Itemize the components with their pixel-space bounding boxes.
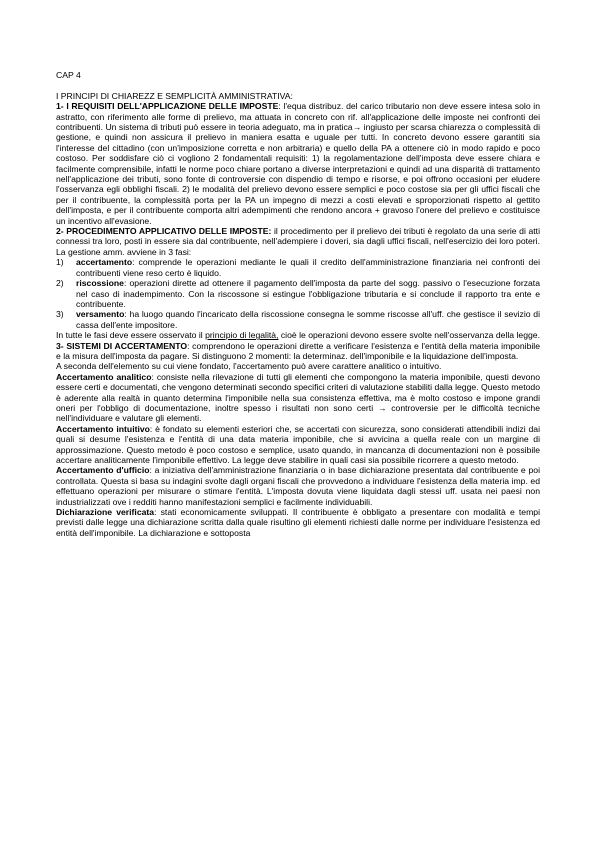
intuitive-paragraph <box>56 424 540 466</box>
section-1-paragraph <box>56 101 540 226</box>
verified-paragraph <box>56 507 540 538</box>
office-paragraph <box>56 465 540 507</box>
section-1-heading: 1- I REQUISITI DELL'APPLICAZIONE DELLE IMPOSTE <box>56 101 279 112</box>
closing-pre: In tutte le fasi deve essere osservato il <box>56 330 206 341</box>
list-item <box>56 257 540 278</box>
section-3-paragraph <box>56 341 540 362</box>
section-1-text: : l'equa distribuz. del carico tributario non deve essere intesa solo in astratto, con riferimento alle forme di prelievo, ma attuata in concreto con rif. all'applicazione delle imposte nei confronti dei contribuenti. Un sistema di tributi può essere in teoria adeguato, ma in pratica→ ingiusto per scarsa chiarezza o complessità di gestione, e quindi non assicura il prelievo in maniera esatta e uguale per tutti. In concreto devono essere garantiti sia l'interesse del cittadino (con un'imposizione corretta e non arbitraria) e quello della PA a ottenere ciò in modo rapido e poco costoso. Per soddisfare ciò ci vogliono 2 fondamentali requisiti: 1) la regolamentazione dell'imposta deve essere chiara e facilmente comprensibile, infatti le norme poco chiare portano a diverse interpretazioni e quindi ad una disparità di trattamento nell'applicazione dei tributi, sono fonte di controversie con dispendio di tempo e risorse, e poi offrono occasioni per eludere l'osservanza egli obblighi fiscali. 2) le modalità del prelievo devono essere semplici e poco costose sia per gli uffici fiscali che per il contribuente, la complessità porta per la PA un impegno di mezzi a costi elevati e sproporzionati rispetto al gettito dell'imposta, e per il contribuente comporta altri adempimenti che rendono ancora + gravoso l'onere del prelievo e costituisce un incentivo all'evasione. <box>56 101 541 226</box>
document-body <box>56 70 540 538</box>
list-item <box>56 309 540 330</box>
document-title: I PRINCIPI DI CHIAREZZ E SEMPLICITÀ AMMINISTRATIVA: <box>56 90 293 101</box>
analytic-term: Accertamento analitico <box>56 371 152 382</box>
section-2-text: il procedimento per il prelievo dei tributi è regolato da una serie di atti connessi tra loro, posti in essere sia dal contribuente, nell'adempiere i doveri, sia dagli uffici fiscali, nell'esercizio dei loro poteri. La gestione amm. avviene in 3 fasi: <box>56 226 540 257</box>
intuitive-text: : è fondato su elementi esteriori che, se accertati con sicurezza, sono considerati attendibili indizi dai quali si desume l'esistenza e l'entità di una data materia imponibile, che si avvicina a quella reale con un margine di approssimazione. Questo metodo è poco costoso e semplice, usato quando, in mancanza di documentazioni non è possibile accertare analiticamente l'imponibile effettivo. La legge deve stabilire in quali casi sia possibile ricorrere a questo metodo. <box>56 423 540 466</box>
section-2-paragraph <box>56 226 540 257</box>
list-item-term: versamento <box>76 309 125 320</box>
list-item-number: 3) <box>56 309 64 320</box>
verified-term: Dichiarazione verificata <box>56 507 155 518</box>
closing-post: cioè le operazioni devono essere svolte nell'osservanza della legge. <box>278 330 540 341</box>
list-item-term: accertamento <box>76 257 133 268</box>
list-item-desc: : operazioni dirette ad ottenere il pagamento dell'imposta da parte del sogg. passivo o l'esecuzione forzata nel caso di inadempimento. Con la riscossone si estingue l'obbligazione tributaria e si conclude il rapporto tra ente e contribuente. <box>76 278 540 309</box>
list-item-number: 1) <box>56 257 64 268</box>
section-3-p2: A seconda dell'elemento su cui viene fondato, l'accertamento può avere carattere analitico o intuitivo. <box>56 361 442 372</box>
list-item-number: 2) <box>56 278 64 289</box>
list-item-text <box>76 278 540 309</box>
list-item-desc: : ha luogo quando l'incaricato della riscossione consegna le somme riscosse all'uff. che gestisce il sevizio di cassa dell'ente impositore. <box>76 309 540 330</box>
analytic-paragraph <box>56 372 540 424</box>
analytic-text: : consiste nella rilevazione di tutti gli elementi che compongono la materia imponibile, questi devono essere certi e documentati, che vengono determinati secondo specifici criteri di valutazione stabiliti dalla legge. Questo metodo è aderente alla realtà in quanto determina l'imponibile nella sua consistenza effettiva, ma è molto costoso e impone grandi oneri per l'obbligo di documentazione, inoltre spesso i risultati non sono certi → controversie per le difficoltà tecniche nell'individuare e valutare gli elementi. <box>56 371 540 424</box>
section-3-text: : comprendono le operazioni dirette a verificare l'esistenza e l'entità della materia imponibile e la misura dell'imposta da pagare. Si distinguono 2 momenti: la determinaz. dell'imponibile e la liquidazione dell'imposta. <box>56 340 540 361</box>
section-3-heading: 3- SISTEMI DI ACCERTAMENTO <box>56 340 188 351</box>
verified-text: : stati economicamente sviluppati. Il contribuente è obbligato a presentare con modalità e tempi previsti dalle legge una dichiarazione scritta dalla quale risultino gli elementi richiesti dalle norme per individuare l'esistenza ed entità dell'imponibile. La dichiarazione e sottoposta <box>56 507 540 538</box>
intuitive-term: Accertamento intuitivo <box>56 423 150 434</box>
list-item <box>56 278 540 309</box>
chapter-label: CAP 4 <box>56 70 81 80</box>
section-2-closing <box>56 330 540 340</box>
list-item-text <box>76 257 540 278</box>
office-text: : a iniziativa dell'amministrazione finanziaria o in base dichiarazione presentata dal contribuente e poi controllata. Questa si basa su indagini svolte dagli organi fiscali che provvedono a individuare l'esistenza della materia imp. ed effettuano operazioni per misurare o stimare l'entità. L'imposta dovuta viene liquidata dagli stessi uff. usata nei paesi non industrializzati ove i redditi hanno manifestazioni semplici e facilmente individuabili. <box>56 465 540 507</box>
list-item-text <box>76 309 540 330</box>
list-item-term: riscossione <box>76 278 124 289</box>
legality-principle: principio di legalità, <box>205 330 279 341</box>
list-item-desc: : comprende le operazioni mediante le quali il credito dell'amministrazione finanziaria nei confronti dei contribuenti viene reso certo è liquido. <box>76 257 540 278</box>
office-term: Accertamento d'ufficio <box>56 465 150 476</box>
section-2-heading: 2- PROCEDIMENTO APPLICATIVO DELLE IMPOSTE: <box>56 226 272 237</box>
